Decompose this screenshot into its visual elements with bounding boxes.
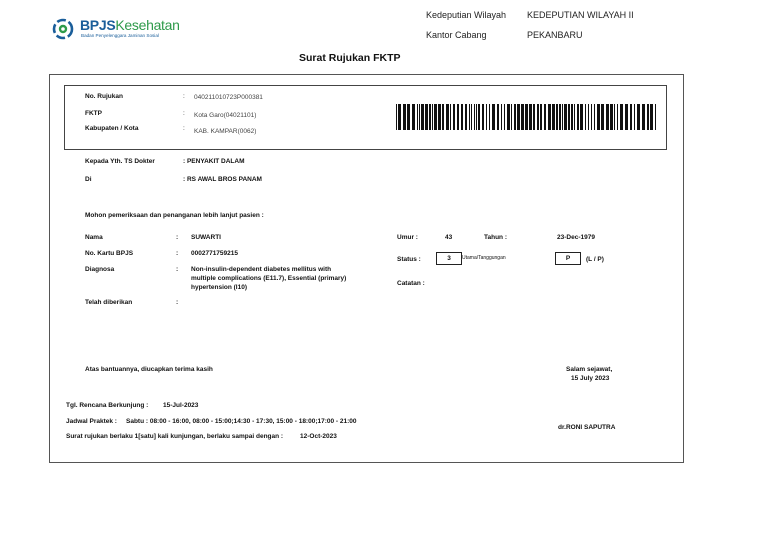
barcode-bar <box>544 104 546 130</box>
umur-label: Umur : <box>397 234 418 241</box>
barcode-bar <box>614 104 615 130</box>
barcode-bar <box>429 104 431 130</box>
barcode-bar <box>574 104 575 130</box>
barcode-bar <box>461 104 463 130</box>
barcode-bar <box>617 104 618 130</box>
rencana-label: Tgl. Rencana Berkunjung : <box>66 402 149 409</box>
kartu-label: No. Kartu BPJS <box>85 250 134 257</box>
page-title: Surat Rujukan FKTP <box>299 52 401 64</box>
barcode-bar <box>434 104 437 130</box>
barcode-bar <box>501 104 502 130</box>
barcode-bar <box>634 104 635 130</box>
barcode-bar <box>442 104 444 130</box>
barcode-bar <box>421 104 424 130</box>
doctor-name: dr.RONI SAPUTRA <box>558 424 616 431</box>
diagnosa-label: Diagnosa <box>85 266 115 273</box>
bpjs-logo <box>52 15 182 45</box>
barcode-bar <box>588 104 589 130</box>
wilayah-value: KEDEPUTIAN WILAYAH II <box>527 10 634 20</box>
barcode-bar <box>507 104 510 130</box>
fktp-colon: : <box>183 110 185 117</box>
barcode-bar <box>412 104 415 130</box>
kabupaten-value: KAB. KAMPAR(0062) <box>194 128 257 135</box>
sex-box: P <box>555 252 581 265</box>
jadwal-label: Jadwal Praktek : <box>66 418 117 425</box>
kepada-value: : PENYAKIT DALAM <box>183 158 245 165</box>
barcode-bar <box>504 104 505 130</box>
barcode-bar <box>556 104 558 130</box>
nama-value: SUWARTI <box>191 234 221 241</box>
thanks-text: Atas bantuannya, diucapkan terima kasih <box>85 366 213 373</box>
barcode-bar <box>650 104 653 130</box>
barcode-bar <box>438 104 441 130</box>
diagnosa-line-3: hypertension (I10) <box>191 284 247 291</box>
dob-value: 23-Dec-1979 <box>557 234 595 241</box>
barcode-bar <box>407 104 410 130</box>
umur-value: 43 <box>445 234 453 241</box>
no-rujukan-value: 040211010723P000381 <box>194 94 263 101</box>
sex-desc: (L / P) <box>586 256 604 263</box>
barcode-bar <box>597 104 600 130</box>
barcode-bar <box>642 104 645 130</box>
request-text: Mohon pemeriksaan dan penanganan lebih lanjut pasien : <box>85 212 264 219</box>
barcode-bar <box>453 104 455 130</box>
rencana-value: 15-Jul-2023 <box>163 402 199 409</box>
barcode-bar <box>419 104 420 130</box>
referral-barcode <box>396 104 658 130</box>
logo-brand <box>80 17 180 33</box>
barcode-bar <box>457 104 459 130</box>
diagnosa-colon: : <box>176 266 179 273</box>
cabang-value: PEKANBARU <box>527 30 583 40</box>
barcode-bar <box>514 104 516 130</box>
barcode-bar <box>432 104 433 130</box>
nama-colon: : <box>176 234 179 241</box>
barcode-bar <box>580 104 583 130</box>
barcode-bar <box>610 104 613 130</box>
status-desc: Utama/Tanggungan <box>462 255 506 261</box>
status-label: Status : <box>397 256 421 263</box>
barcode-bar <box>537 104 539 130</box>
barcode-bar <box>403 104 406 130</box>
barcode-bar <box>540 104 542 130</box>
no-rujukan-colon: : <box>183 93 185 100</box>
di-value: : RS AWAL BROS PANAM <box>183 176 262 183</box>
berlaku-text: Surat rujukan berlaku 1[satu] kali kunjungan, berlaku sampai dengan : <box>66 433 284 440</box>
fktp-value: Kota Garo(04021101) <box>194 112 257 119</box>
tahun-label: Tahun : <box>484 234 507 241</box>
barcode-bar <box>517 104 520 130</box>
logo-brand-main: BPJS <box>80 17 116 33</box>
barcode-bar <box>620 104 623 130</box>
barcode-bar <box>474 104 475 130</box>
barcode-bar <box>425 104 428 130</box>
barcode-bar <box>521 104 524 130</box>
barcode-bar <box>568 104 570 130</box>
barcode-bar <box>482 104 484 130</box>
barcode-bar <box>511 104 512 130</box>
logo-brand-accent: Kesehatan <box>115 17 180 33</box>
fktp-label: FKTP <box>85 110 102 117</box>
diagnosa-line-2: multiple complications (E11.7), Essential (primary) <box>191 275 347 282</box>
salam-text: Salam sejawat, <box>566 366 613 373</box>
nama-label: Nama <box>85 234 103 241</box>
barcode-bar <box>486 104 487 130</box>
cabang-label: Kantor Cabang <box>426 30 487 40</box>
barcode-bar <box>525 104 528 130</box>
barcode-bar <box>585 104 586 130</box>
barcode-bar <box>594 104 595 130</box>
berlaku-value: 12-Oct-2023 <box>300 433 337 440</box>
diberikan-colon: : <box>176 299 179 306</box>
barcode-bar <box>552 104 555 130</box>
jadwal-value: Sabtu : 08:00 - 16:00, 08:00 - 15:00;14:30 - 17:30, 15:00 - 18:00;17:00 - 21:00 <box>126 418 357 425</box>
barcode-bar <box>559 104 561 130</box>
no-rujukan-label: No. Rujukan <box>85 93 123 100</box>
barcode-bar <box>465 104 467 130</box>
kartu-value: 0002771759215 <box>191 250 238 257</box>
barcode-bar <box>450 104 451 130</box>
kabupaten-label: Kabupaten / Kota <box>85 125 139 132</box>
barcode-bar <box>492 104 495 130</box>
barcode-bar <box>564 104 567 130</box>
barcode-bar <box>655 104 656 130</box>
barcode-bar <box>469 104 470 130</box>
kepada-label: Kepada Yth. TS Dokter <box>85 158 155 165</box>
barcode-bar <box>489 104 490 130</box>
barcode-bar <box>577 104 579 130</box>
barcode-bar <box>571 104 573 130</box>
barcode-bar <box>591 104 592 130</box>
barcode-bar <box>647 104 649 130</box>
barcode-bar <box>417 104 418 130</box>
status-box: 3 <box>436 252 462 265</box>
barcode-bar <box>497 104 499 130</box>
barcode-bar <box>625 104 628 130</box>
catatan-label: Catatan : <box>397 280 425 287</box>
wilayah-label: Kedeputian Wilayah <box>426 10 507 20</box>
barcode-bar <box>529 104 532 130</box>
kabupaten-colon: : <box>183 125 185 132</box>
barcode-bar <box>548 104 551 130</box>
barcode-bar <box>446 104 449 130</box>
barcode-bar <box>637 104 640 130</box>
barcode-bar <box>601 104 604 130</box>
closing-date: 15 July 2023 <box>571 375 610 382</box>
barcode-bar <box>396 104 397 130</box>
barcode-bar <box>606 104 609 130</box>
bpjs-emblem-icon <box>52 18 74 40</box>
diberikan-label: Telah diberikan <box>85 299 133 306</box>
kartu-colon: : <box>176 250 179 257</box>
logo-subtitle: Badan Penyelenggara Jaminan Sosial <box>81 33 159 38</box>
barcode-bar <box>398 104 401 130</box>
di-label: Di <box>85 176 92 183</box>
diagnosa-line-1: Non-insulin-dependent diabetes mellitus with <box>191 266 332 273</box>
barcode-bar <box>478 104 480 130</box>
barcode-bar <box>471 104 472 130</box>
barcode-bar <box>533 104 535 130</box>
barcode-bar <box>630 104 632 130</box>
barcode-bar <box>562 104 563 130</box>
barcode-bar <box>476 104 477 130</box>
